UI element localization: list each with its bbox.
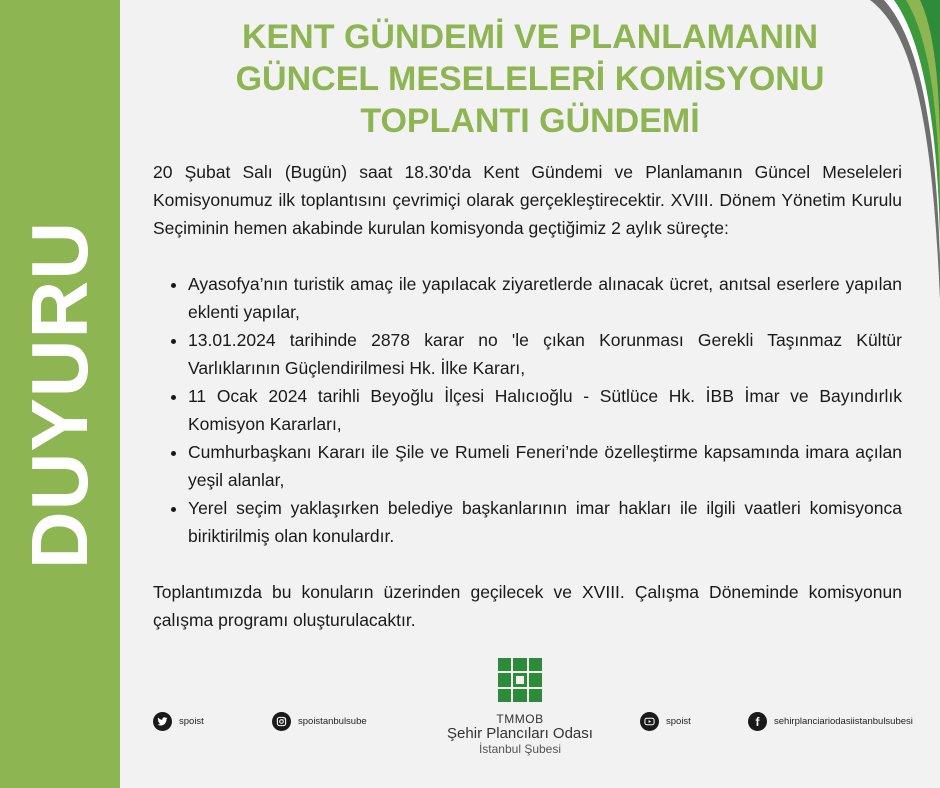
logo-branch-name: İstanbul Şubesi xyxy=(478,742,562,756)
list-item: • Cumhurbaşkanı Kararı ile Şile ve Rumeli Feneri’nde özelleştirme kapsamında imara açılan yeşil alanlar, xyxy=(188,438,902,494)
list-item: • Yerel seçim yaklaşırken belediye başkanlarının imar hakları ile ilgili vaatleri komisyonca biriktirilmiş olan konulardır. xyxy=(188,494,902,550)
youtube-link[interactable] xyxy=(640,712,691,731)
page-title xyxy=(200,16,860,142)
twitter-link[interactable] xyxy=(153,712,204,731)
list-item: • 13.01.2024 tarihinde 2878 karar no 'le çıkan Korunması Gerekli Taşınmaz Kültür Varlıklarının Güçlendirilmesi Hk. İlke Kararı, xyxy=(188,326,902,382)
title-line-1: KENT GÜNDEMİ VE PLANLAMANIN xyxy=(241,18,819,56)
facebook-icon: f xyxy=(748,712,767,731)
logo-org-name: TMMOB xyxy=(496,712,544,726)
logo-chamber-name: Şehir Plancıları Odası xyxy=(447,725,593,742)
sidebar-band xyxy=(0,0,120,788)
agenda-list xyxy=(153,270,902,550)
instagram-link[interactable] xyxy=(272,712,367,731)
organization-logo xyxy=(440,658,600,756)
outro-paragraph: Toplantımızda bu konuların üzerinden geçilecek ve XVIII. Çalışma Döneminde komisyonun çalışma programı oluşturulacaktır. xyxy=(153,582,902,630)
facebook-link[interactable] xyxy=(748,712,913,731)
duyuru-label: DUYURU xyxy=(15,220,104,570)
instagram-icon xyxy=(272,712,291,731)
youtube-handle: spoist xyxy=(666,716,691,727)
intro-paragraph: 20 Şubat Salı (Bugün) saat 18.30'da Kent Gündemi ve Planlamanın Güncel Meseleleri Komisyonumuz ilk toplantısını çevrimiçi olarak gerçekleştirecektir. XVIII. Dönem Yönetim Kurulu Seçiminin hemen akabinde kurulan komisyonda geçtiğimiz 2 aylık süreçte: xyxy=(153,162,902,238)
twitter-handle: spoist xyxy=(179,716,204,727)
twitter-icon xyxy=(153,712,172,731)
instagram-handle: spoistanbulsube xyxy=(298,716,367,727)
title-line-2: GÜNCEL MESELELERİ KOMİSYONU xyxy=(235,60,825,98)
facebook-handle: sehirplanciariodasiistanbulsubesi xyxy=(774,716,913,727)
list-item: • Ayasofya’nın turistik amaç ile yapılacak ziyaretlerde alınacak ücret, anıtsal eserlere yapılan eklenti yapılar, xyxy=(188,270,902,326)
title-line-3: TOPLANTI GÜNDEMİ xyxy=(360,102,700,140)
list-item: • 11 Ocak 2024 tarihli Beyoğlu İlçesi Halıcıoğlu - Sütlüce Hk. İBB İmar ve Bayındırlık Komisyon Kararları, xyxy=(188,382,902,438)
youtube-icon xyxy=(640,712,659,731)
logo-grid-icon xyxy=(498,658,542,702)
announcement-body xyxy=(153,158,902,634)
